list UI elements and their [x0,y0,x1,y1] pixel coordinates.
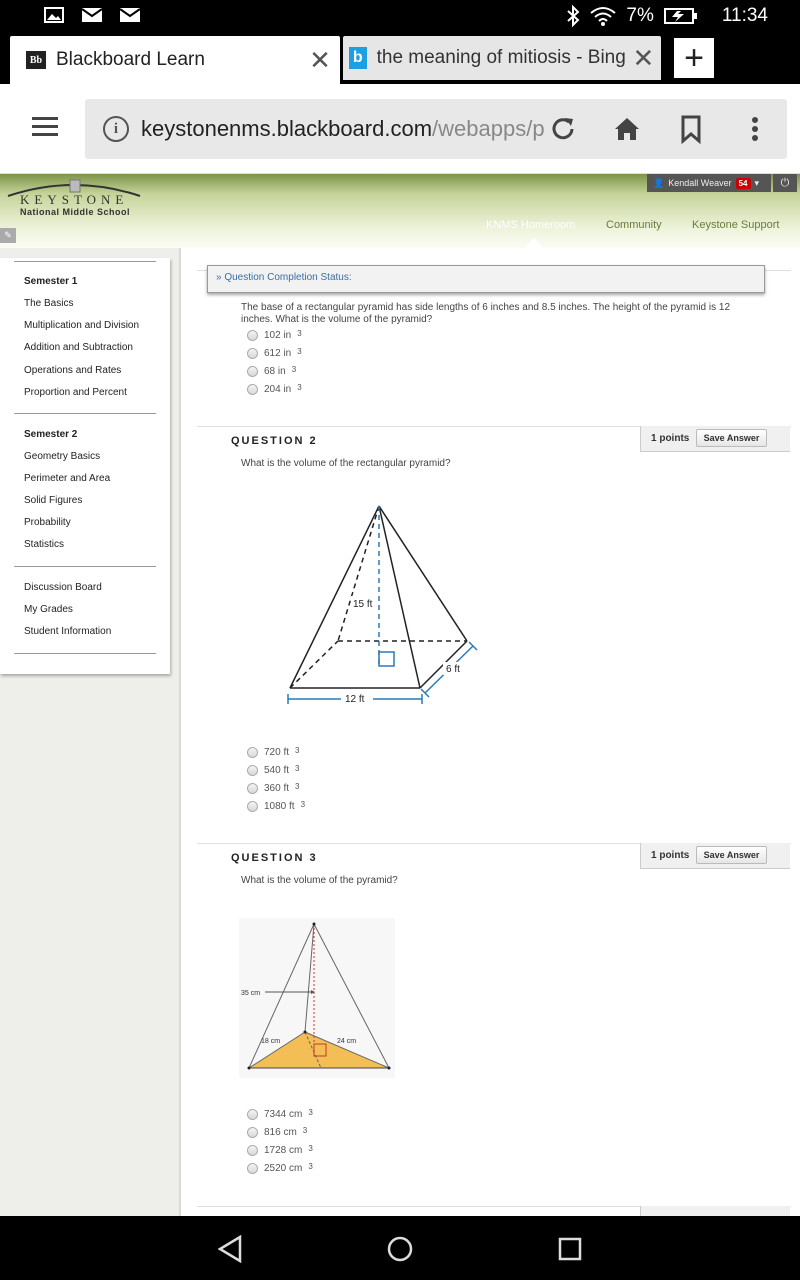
completion-status-label: Question Completion Status: [224,272,352,283]
menu-item[interactable]: Statistics [24,539,65,550]
menu-item-my-grades[interactable]: My Grades [24,604,73,615]
gallery-icon [44,7,64,23]
address-bar[interactable] [85,99,787,159]
user-menu[interactable] [647,174,771,192]
nav-community[interactable]: Community [606,219,662,231]
new-tab-button[interactable]: + [674,38,714,78]
answer-option[interactable]: 2520 cm $^3$ [247,1163,313,1174]
side-a-label: 18 cm [261,1038,281,1045]
edit-mode-icon[interactable]: ✎ [0,228,16,243]
radio-button[interactable] [247,366,258,377]
status-bar [0,0,800,32]
radio-button[interactable] [247,384,258,395]
question-1-text: The base of a rectangular pyramid has side lengths of 6 inches and 8.5 inches. The height of the pyramid is 12 inches. What is the volume of the pyramid? [241,302,730,325]
blackboard-favicon: Bb [26,51,46,69]
answer-option[interactable]: 540 ft $^3$ [247,765,299,776]
answer-option[interactable]: 360 ft $^3$ [247,783,299,794]
system-nav-bar [0,1216,800,1280]
battery-percent: 7% [626,5,654,26]
clock: 11:34 [721,5,768,26]
height-label: 15 ft [353,599,373,610]
radio-button[interactable] [247,1127,258,1138]
menu-icon[interactable] [32,117,58,137]
user-icon: 👤 [653,177,665,188]
radio-button[interactable] [247,765,258,776]
test-content [183,248,800,1216]
answer-option[interactable]: 816 cm $^3$ [247,1127,307,1138]
home-button-icon[interactable] [383,1232,417,1266]
triangular-pyramid-figure [239,918,395,1078]
menu-divider [14,566,156,567]
question-2-text: What is the volume of the rectangular pyramid? [241,458,451,469]
bing-favicon: b [349,47,367,69]
radio-button[interactable] [247,801,258,812]
length-label: 12 ft [345,694,365,705]
wifi-icon [590,6,616,26]
close-icon[interactable]: ✕ [309,44,331,75]
chevron-down-icon[interactable]: ▾ [754,177,760,188]
menu-item[interactable]: Addition and Subtraction [24,342,133,353]
answer-option[interactable]: 1728 cm $^3$ [247,1145,313,1156]
bluetooth-icon [566,5,580,27]
answer-option[interactable]: 612 in $^3$ [247,348,302,359]
answer-option[interactable]: 1080 ft $^3$ [247,801,305,812]
home-icon[interactable] [609,111,645,147]
tab-blackboard[interactable] [10,36,340,84]
right-angle-marker [379,652,394,666]
menu-divider [14,261,156,262]
expand-icon: » [216,272,222,283]
user-name: Kendall Weaver [668,178,732,188]
height-label: 35 cm [241,990,261,997]
radio-button[interactable] [247,1163,258,1174]
question-3-points-bar [640,843,790,869]
menu-heading-semester1[interactable]: Semester 1 [24,276,78,287]
tab-title: Blackboard Learn [56,49,205,70]
close-icon[interactable]: ✕ [632,42,655,73]
width-label: 6 ft [446,664,460,675]
mail-icon [82,7,102,23]
info-icon[interactable]: i [103,116,129,142]
menu-item[interactable]: Perimeter and Area [24,473,111,484]
menu-item[interactable]: Proportion and Percent [24,387,127,398]
bookmark-icon[interactable] [673,111,709,147]
menu-divider [14,653,156,654]
rectangular-pyramid-figure [283,498,483,708]
menu-heading-semester2[interactable]: Semester 2 [24,429,78,440]
browser-toolbar [0,84,800,174]
menu-item-discussion-board[interactable]: Discussion Board [24,582,102,593]
radio-button[interactable] [247,1109,258,1120]
logo-subtitle: National Middle School [20,207,131,217]
url-text[interactable]: keystonenms.blackboard.com/webapps/p [141,116,545,141]
question-2-label: QUESTION 2 [231,435,318,447]
menu-item-student-information[interactable]: Student Information [24,626,112,637]
logout-icon[interactable]: ⏻ [773,174,797,192]
answer-option[interactable]: 720 ft $^3$ [247,747,299,758]
mail-icon-2 [120,7,140,23]
menu-item[interactable]: Operations and Rates [24,365,122,376]
menu-item[interactable]: Geometry Basics [24,451,101,462]
answer-option[interactable]: 68 in $^3$ [247,366,296,377]
menu-item[interactable]: Multiplication and Division [24,320,140,331]
notification-badge[interactable]: 54 [736,178,751,189]
recents-icon[interactable] [553,1232,587,1266]
side-b-label: 24 cm [337,1038,357,1045]
radio-button[interactable] [247,348,258,359]
logo-title[interactable]: KEYSTONE [20,192,129,207]
reload-icon[interactable] [545,111,581,147]
menu-divider [14,413,156,414]
back-icon[interactable] [214,1232,248,1266]
overflow-menu-icon[interactable] [737,111,773,147]
radio-button[interactable] [247,747,258,758]
battery-charging-icon [664,7,698,25]
active-nav-indicator [525,237,543,248]
question-completion-status[interactable] [207,265,765,293]
radio-button[interactable] [247,1145,258,1156]
question-3-label: QUESTION 3 [231,852,318,864]
question-2-points-bar [640,426,790,452]
course-menu [0,258,170,674]
menu-item[interactable]: The Basics [24,298,74,309]
tab-bing[interactable] [343,36,661,80]
site-header [0,174,800,248]
question-3-text: What is the volume of the pyramid? [241,875,398,886]
points-value: 1 points [651,850,690,861]
save-answer-button[interactable]: Save Answer [696,429,767,447]
points-value: 1 points [651,433,690,444]
nav-keystone-support[interactable]: Keystone Support [692,219,780,231]
menu-item[interactable]: Probability [24,517,71,528]
answer-option[interactable]: 204 in $^3$ [247,384,302,395]
radio-button[interactable] [247,330,258,341]
radio-button[interactable] [247,783,258,794]
menu-item[interactable]: Solid Figures [24,495,83,506]
answer-option[interactable]: 102 in $^3$ [247,330,302,341]
nav-knms-homeroom[interactable]: KNMS Homeroom [486,219,576,231]
answer-option[interactable]: 7344 cm $^3$ [247,1109,313,1120]
tab-title: the meaning of mitiosis - Bing [376,47,626,68]
save-answer-button[interactable]: Save Answer [696,846,767,864]
